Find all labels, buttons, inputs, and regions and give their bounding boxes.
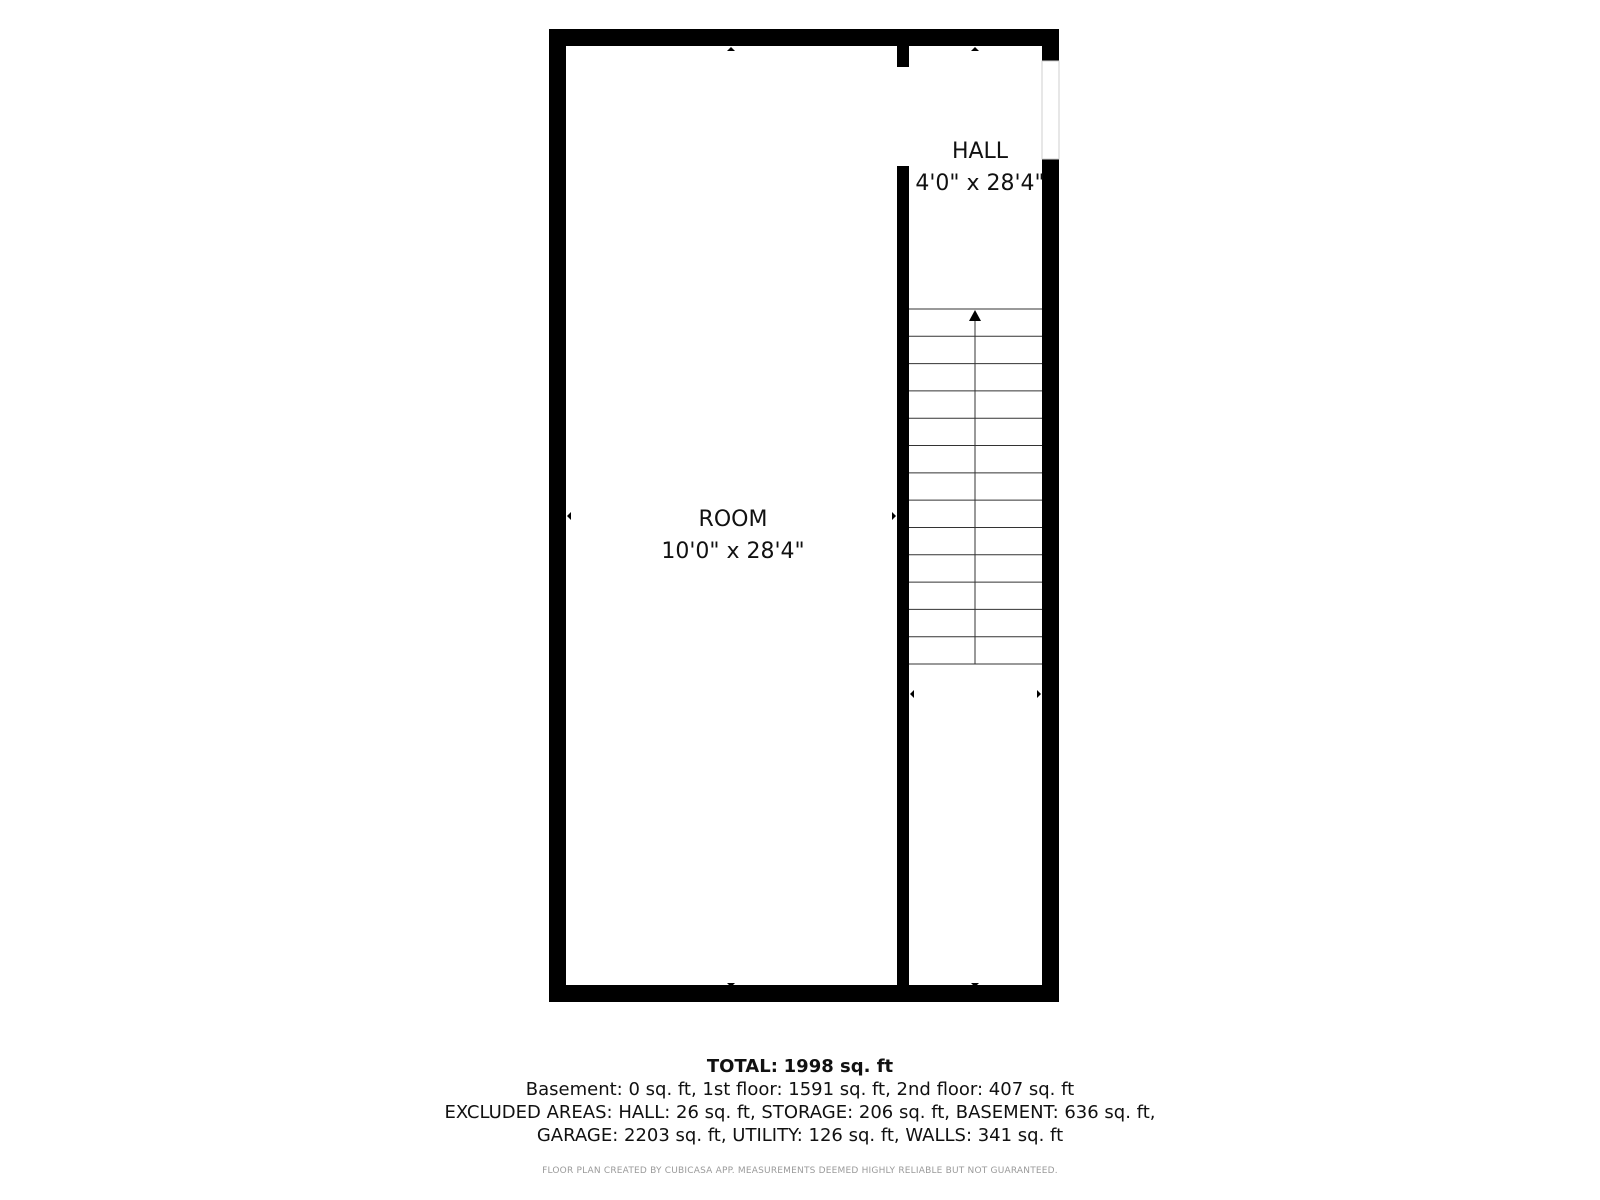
- total-value: 1998 sq. ft: [783, 1056, 894, 1077]
- footer-note: FLOOR PLAN CREATED BY CUBICASA APP. MEASUREMENTS DEEMED HIGHLY RELIABLE BUT NOT GUARANTEED.: [542, 1166, 1058, 1176]
- room-label: [661, 504, 804, 568]
- hall-name: HALL: [951, 139, 1009, 164]
- area-summary: [0, 1055, 1600, 1147]
- tick-hall-left: [910, 690, 914, 698]
- room-name: ROOM: [698, 507, 768, 532]
- hall-label: [915, 136, 1044, 200]
- total-line: [0, 1055, 1600, 1078]
- excluded-line-2: GARAGE: 2203 sq. ft, UTILITY: 126 sq. ft, WALLS: 341 sq. ft: [536, 1125, 1064, 1146]
- tick-hall-right: [1037, 690, 1041, 698]
- hall-dimensions: 4'0" x 28'4": [915, 171, 1045, 196]
- room-dimensions: 10'0" x 28'4": [661, 539, 805, 564]
- tick-hall-top: [971, 47, 979, 51]
- stairs-up-arrow: [969, 310, 981, 321]
- total-label: TOTAL:: [706, 1056, 778, 1077]
- wall-bottom: [549, 985, 1059, 1002]
- tick-room-top: [727, 47, 735, 51]
- partition-wall-upper: [897, 29, 909, 67]
- tick-room-right: [892, 512, 896, 520]
- wall-right-lower: [1042, 159, 1059, 1002]
- excluded-line-1: EXCLUDED AREAS: HALL: 26 sq. ft, STORAGE: 206 sq. ft, BASEMENT: 636 sq. ft,: [444, 1102, 1156, 1123]
- staircase: [909, 309, 1042, 664]
- wall-left: [549, 29, 566, 1002]
- wall-top: [549, 29, 1059, 46]
- wall-right-upper: [1042, 29, 1059, 61]
- tick-room-left: [567, 512, 571, 520]
- floors-line: Basement: 0 sq. ft, 1st floor: 1591 sq. ft, 2nd floor: 407 sq. ft: [525, 1079, 1075, 1100]
- partition-wall-lower: [897, 166, 909, 988]
